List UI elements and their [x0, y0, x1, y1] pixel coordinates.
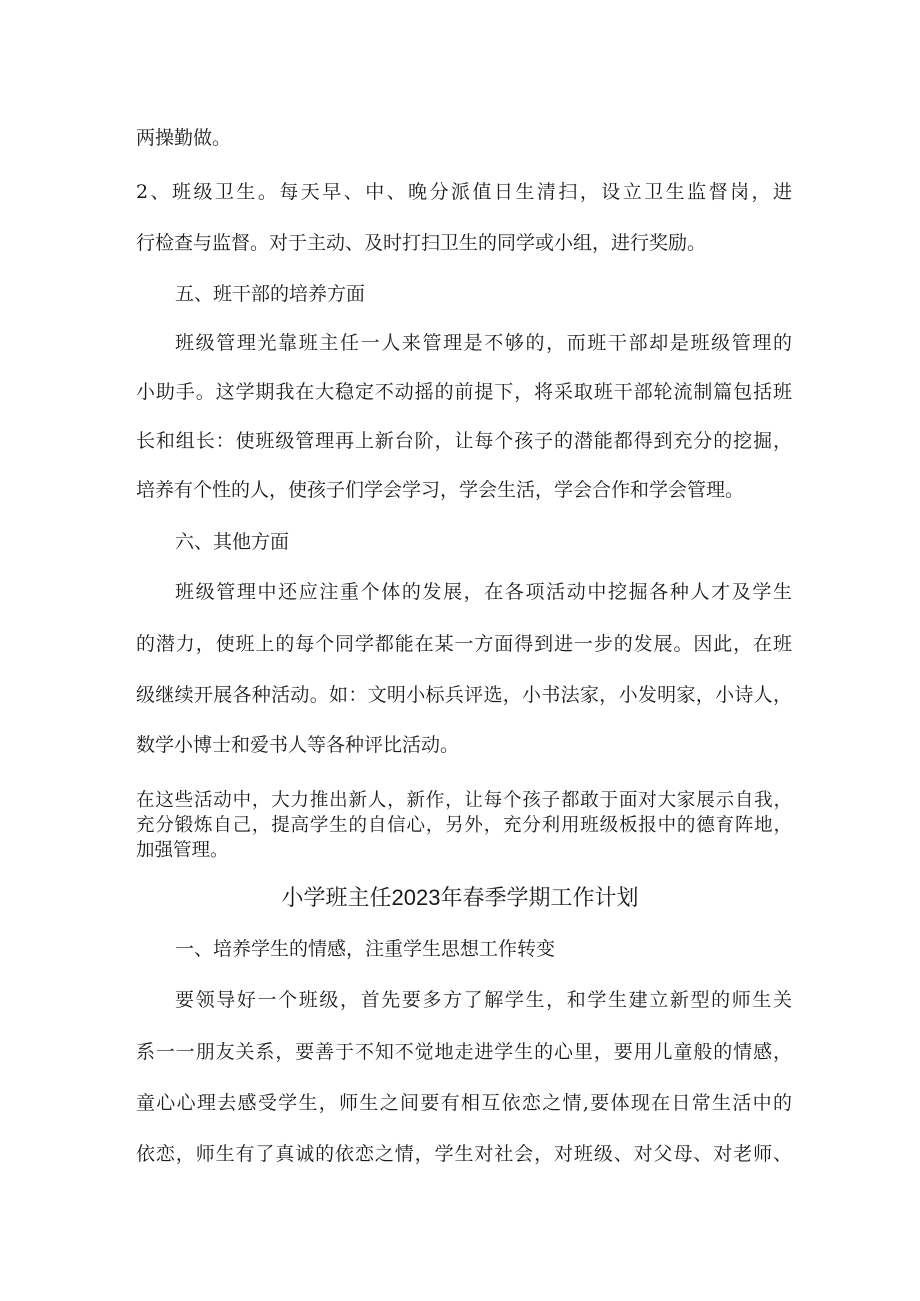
paragraph-line: 培养有个性的人，使孩子们学会学习，学会生活，学会合作和学会管理。 — [136, 479, 745, 501]
paragraph-line: 行检查与监督。对于主动、及时打扫卫生的同学或小组，进行奖励。 — [136, 232, 707, 254]
paragraph-line: 2、班级卫生。每天早、中、晚分派值日生清扫，设立卫生监督岗，进 — [136, 181, 792, 203]
paragraph-line: 两操勤做。 — [136, 127, 232, 149]
paragraph-line: 小助手。这学期我在大稳定不动摇的前提下，将采取班干部轮流制篇包括班 — [136, 381, 792, 403]
paragraph-line: 级继续开展各种活动。如：文明小标兵评选，小书法家，小发明家，小诗人， — [136, 684, 792, 706]
section-heading: 五、班干部的培养方面 — [175, 283, 366, 305]
paragraph-line: 要领导好一个班级，首先要多方了解学生，和学生建立新型的师生关 — [175, 989, 792, 1011]
paragraph-line: 童心心理去感受学生，师生之间要有相互依恋之情,要体现在日常生活中的 — [136, 1092, 792, 1114]
section-heading: 一、培养学生的情感，注重学生思想工作转变 — [175, 938, 556, 960]
paragraph-line: 长和组长：使班级管理再上新台阶，让每个孩子的潜能都得到充分的挖掘， — [136, 430, 792, 452]
paragraph-line: 数学小博士和爱书人等各种评比活动。 — [136, 734, 460, 756]
paragraph-line: 依恋，师生有了真诚的依恋之情，学生对社会，对班级、对父母、对老师、 — [136, 1143, 792, 1165]
paragraph-line: 在这些活动中，大力推出新人，新作，让每个孩子都敢于面对大家展示自我， — [136, 790, 792, 811]
paragraph-line: 的潜力，使班上的每个同学都能在某一方面得到进一步的发展。因此，在班 — [136, 633, 792, 655]
paragraph-line: 班级管理中还应注重个体的发展，在各项活动中挖掘各种人才及学生 — [175, 581, 792, 603]
paragraph-line: 班级管理光靠班主任一人来管理是不够的，而班干部却是班级管理的 — [175, 332, 792, 354]
document-title: 小学班主任2023年春季学期工作计划 — [281, 885, 639, 910]
paragraph-line: 充分锻炼自己，提高学生的自信心，另外，充分利用班级板报中的德育阵地， — [136, 815, 792, 836]
section-heading: 六、其他方面 — [175, 531, 290, 553]
paragraph-line: 系一一朋友关系，要善于不知不觉地走进学生的心里，要用儿童般的情感， — [136, 1041, 792, 1063]
paragraph-line: 加强管理。 — [136, 840, 229, 861]
